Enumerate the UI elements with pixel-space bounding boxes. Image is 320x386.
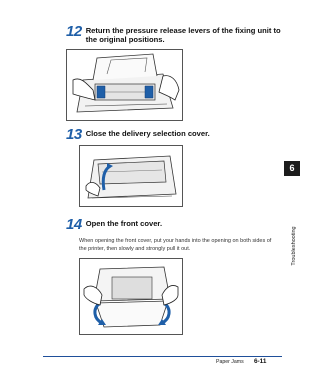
step-14-description: When opening the front cover, put your hands into the opening on both sides of the printer, then slowly and strongly pull it out. [79,238,272,252]
figure-front-cover [79,258,183,335]
step-13 [66,128,291,142]
figure-delivery-cover [79,145,183,207]
footer-rule [43,356,282,357]
chapter-tab: 6 [284,161,300,176]
printer-illustration-delivery-cover [80,146,182,206]
step-number: 14 [66,216,82,233]
printer-illustration-levers [67,50,182,120]
step-number: 13 [66,126,82,143]
step-title: Close the delivery selection cover. [85,129,210,138]
chapter-label-text: Troubleshooting [291,226,297,266]
page-number: 6-11 [254,358,267,365]
step-title: Return the pressure release levers of the fixing unit to the original positions. [85,26,281,44]
step-number: 12 [66,23,82,40]
step-title: Open the front cover. [85,219,163,228]
figure-fixing-unit-levers [66,49,183,121]
printer-illustration-front-cover [80,259,182,334]
step-12 [66,25,291,44]
chapter-label [290,216,298,276]
footer-section: Paper Jams [216,359,244,365]
step-14 [66,218,291,232]
